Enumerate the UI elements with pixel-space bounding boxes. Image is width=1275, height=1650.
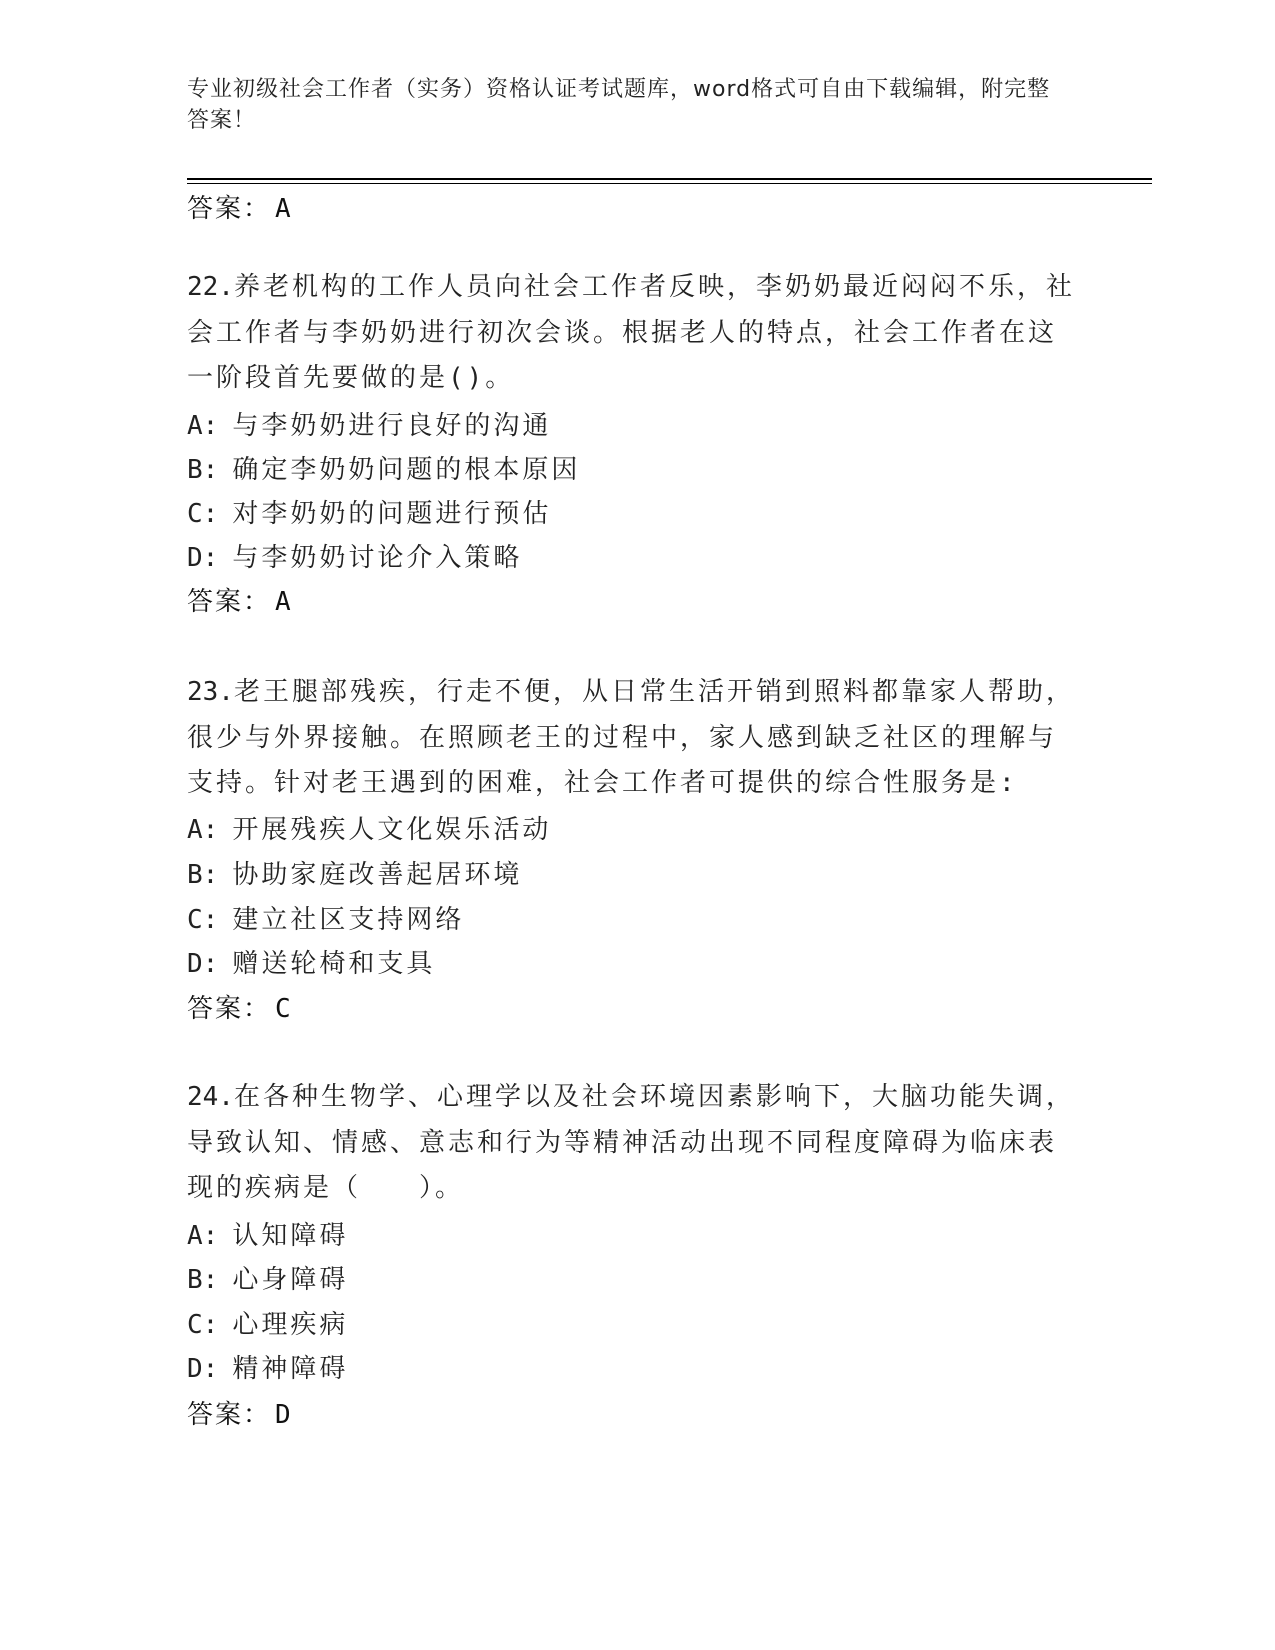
option-22-d	[187, 541, 522, 575]
option-key: C:	[187, 1310, 219, 1340]
option-22-b	[187, 453, 580, 487]
option-key: B:	[187, 860, 219, 890]
answer-24	[187, 1398, 291, 1432]
option-24-a	[187, 1219, 348, 1253]
option-key: C:	[187, 499, 219, 529]
option-text: 建立社区支持网络	[232, 905, 465, 935]
option-text: 确定李奶奶问题的根本原因	[232, 455, 581, 485]
answer-label: 答案：	[187, 1400, 272, 1430]
header-rule-thin	[187, 183, 1152, 184]
option-text: 对李奶奶的问题进行预估	[232, 499, 552, 529]
question-text: 在各种生物学、心理学以及社会环境因素影响下，大脑功能失调，导致认知、情感、意志和行为等精神活动出现不同程度障碍为临床表现的疾病是（ ）。	[187, 1082, 1075, 1203]
option-text: 与李奶奶讨论介入策略	[232, 543, 523, 573]
option-key: D:	[187, 543, 219, 573]
option-key: D:	[187, 1354, 219, 1384]
option-text: 精神障碍	[232, 1354, 349, 1384]
option-text: 心理疾病	[232, 1310, 349, 1340]
option-key: C:	[187, 905, 219, 935]
option-key: B:	[187, 455, 219, 485]
option-23-c	[187, 903, 464, 937]
answer-22	[187, 585, 291, 619]
option-24-d	[187, 1352, 348, 1386]
option-22-c	[187, 497, 551, 531]
question-23	[187, 670, 1077, 807]
option-24-b	[187, 1263, 348, 1297]
document-header: 专业初级社会工作者（实务）资格认证考试题库，word格式可自由下载编辑，附完整答案！	[187, 77, 1051, 133]
header-rule-thick	[187, 178, 1152, 180]
option-23-b	[187, 858, 522, 892]
answer-value: A	[275, 587, 291, 617]
question-number: 24.	[187, 1082, 234, 1112]
option-text: 与李奶奶进行良好的沟通	[232, 411, 552, 441]
answer-21	[187, 192, 291, 226]
question-number: 22.	[187, 272, 234, 302]
answer-label: 答案：	[187, 587, 272, 617]
option-key: A:	[187, 815, 219, 845]
question-text: 老王腿部残疾，行走不便，从日常生活开销到照料都靠家人帮助，很少与外界接触。在照顾老王的过程中，家人感到缺乏社区的理解与支持。针对老王遇到的困难，社会工作者可提供的综合性服务是:	[187, 677, 1075, 798]
question-text: 养老机构的工作人员向社会工作者反映，李奶奶最近闷闷不乐，社会工作者与李奶奶进行初次会谈。根据老人的特点，社会工作者在这一阶段首先要做的是()。	[187, 272, 1075, 393]
answer-label: 答案：	[187, 194, 272, 224]
answer-23	[187, 992, 291, 1026]
option-text: 心身障碍	[232, 1265, 349, 1295]
option-key: D:	[187, 949, 219, 979]
answer-value: A	[275, 194, 291, 224]
question-22	[187, 265, 1077, 402]
option-23-d	[187, 947, 435, 981]
option-key: B:	[187, 1265, 219, 1295]
answer-value: C	[275, 994, 291, 1024]
question-number: 23.	[187, 677, 234, 707]
answer-label: 答案：	[187, 994, 272, 1024]
option-text: 赠送轮椅和支具	[232, 949, 436, 979]
option-24-c	[187, 1308, 348, 1342]
answer-value: D	[275, 1400, 291, 1430]
option-text: 开展残疾人文化娱乐活动	[232, 815, 552, 845]
option-23-a	[187, 813, 551, 847]
option-key: A:	[187, 411, 219, 441]
option-key: A:	[187, 1221, 219, 1251]
option-22-a	[187, 409, 551, 443]
option-text: 协助家庭改善起居环境	[232, 860, 523, 890]
question-24	[187, 1075, 1077, 1212]
option-text: 认知障碍	[232, 1221, 349, 1251]
